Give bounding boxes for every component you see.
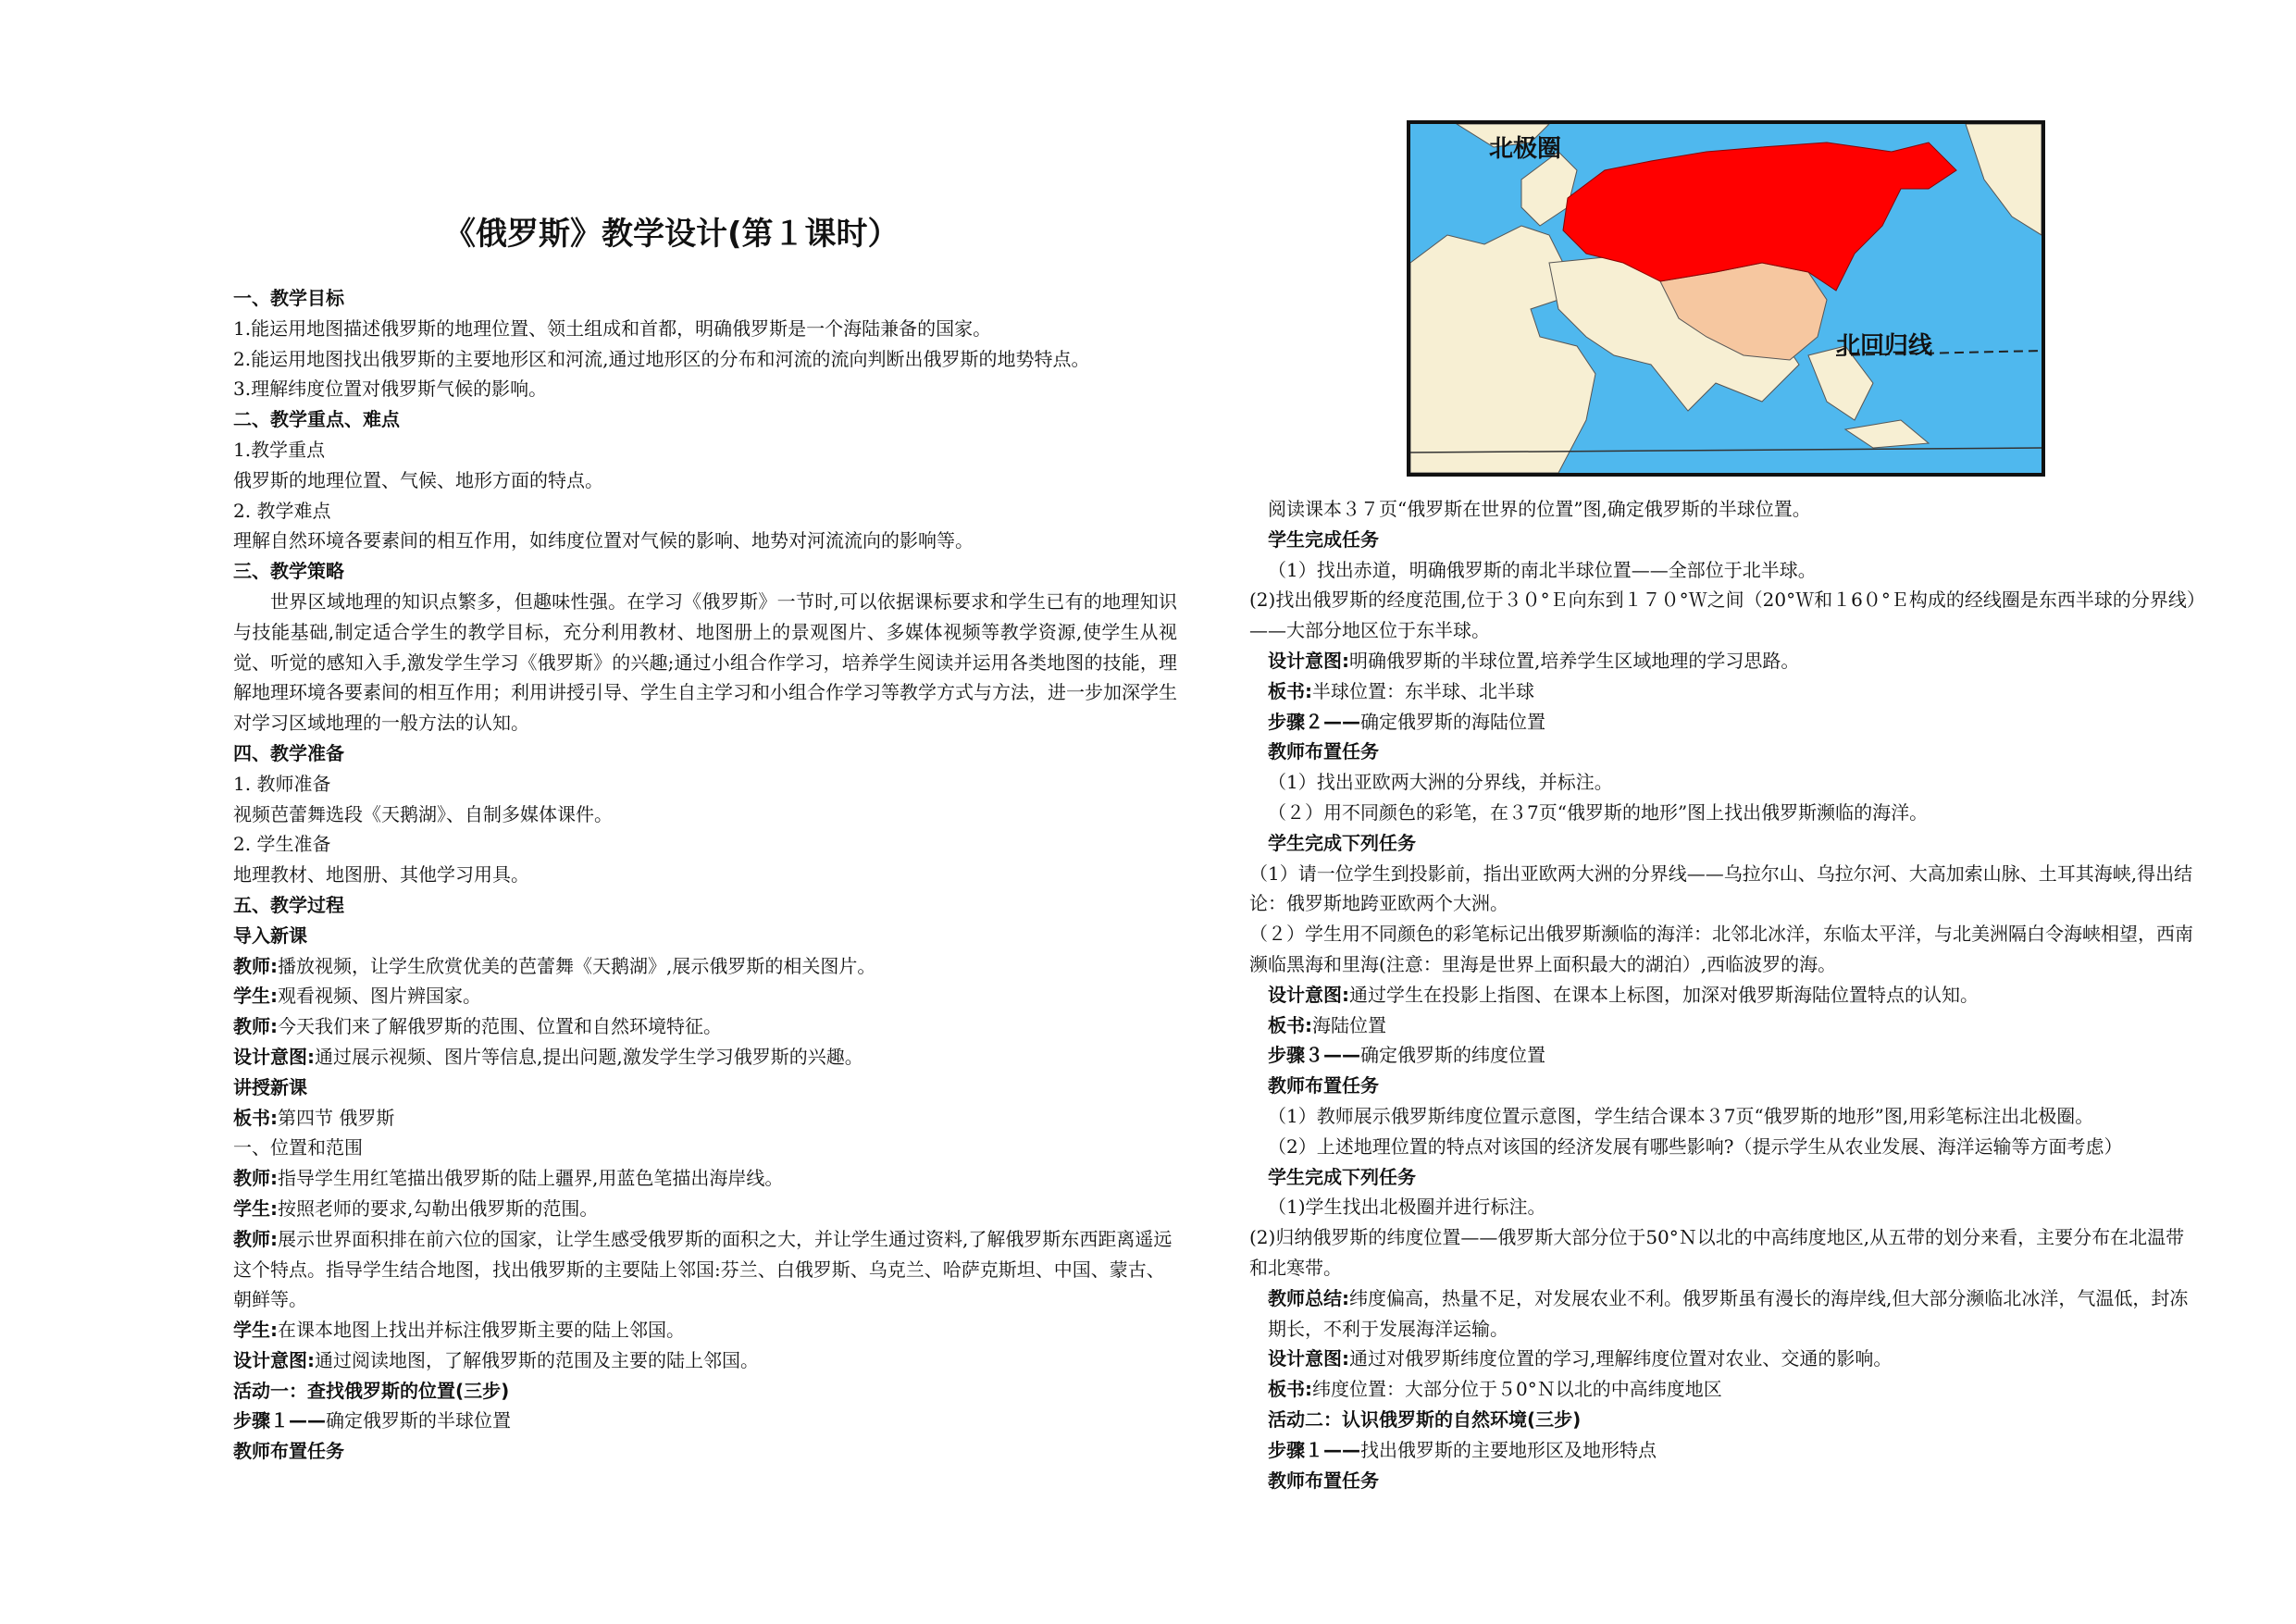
- text-line: [233, 1315, 1177, 1345]
- text-line: [233, 1406, 1177, 1436]
- body-text: 1.能运用地图描述俄罗斯的地理位置、领土组成和首都，明确俄罗斯是一个海陆兼备的国家。: [233, 316, 992, 340]
- body-text: 通过阅读地图，了解俄罗斯的范围及主要的陆上邻国。: [315, 1348, 759, 1371]
- section-heading: [1249, 1405, 2198, 1435]
- heading-text: 讲授新课: [233, 1075, 307, 1098]
- russia-world-position-map: [1407, 120, 2045, 477]
- label-text: 学生:: [233, 1196, 278, 1220]
- label-text: 设计意图:: [233, 1045, 315, 1068]
- text-line: [1249, 494, 2198, 525]
- heading-text: 教师布置任务: [1268, 1469, 1379, 1492]
- body-text: （1)学生找出北极圈并进行标注。: [1268, 1196, 1546, 1219]
- body-text: 1.教学重点: [233, 438, 326, 461]
- body-text: 一、位置和范围: [233, 1136, 363, 1159]
- text-line: [233, 981, 1177, 1011]
- tropic-label: 北回归线: [1836, 332, 1933, 360]
- text-line: [233, 1103, 1177, 1134]
- label-text: 设计意图:: [1268, 983, 1349, 1006]
- heading-text: 教师布置任务: [1268, 1074, 1379, 1097]
- body-text: （1）找出赤道，明确俄罗斯的南北半球位置——全部位于北半球。: [1268, 558, 1817, 581]
- right-column: [1249, 494, 2198, 1495]
- body-text: 指导学生用红笔描出俄罗斯的陆上疆界,用蓝色笔描出海岸线。: [278, 1167, 784, 1190]
- text-line: [1249, 798, 2198, 828]
- body-text: 3.理解纬度位置对俄罗斯气候的影响。: [233, 378, 548, 401]
- heading-text: 活动一：查找俄罗斯的位置(三步): [233, 1379, 510, 1402]
- text-line: [233, 800, 1177, 830]
- heading-text: 五、教学过程: [233, 893, 344, 916]
- section-heading: [233, 1072, 1177, 1103]
- map-graphic: [1410, 124, 2042, 473]
- body-text: （２）学生用不同颜色的彩笔标记出俄罗斯濒临的海洋：北邻北冰洋，东临太平洋，与北美洲隔白令海峡相望，西南濒临黑海和里海(注意：里海是世界上面积最大的湖泊）,西临波罗的海。: [1249, 923, 2193, 975]
- heading-text: 活动二：认识俄罗斯的自然环境(三步): [1268, 1407, 1582, 1431]
- text-line: [1249, 1192, 2198, 1222]
- body-text: 海陆位置: [1312, 1013, 1386, 1036]
- label-text: 设计意图:: [233, 1348, 315, 1371]
- body-text: 通过对俄罗斯纬度位置的学习,理解纬度位置对农业、交通的影响。: [1349, 1347, 1893, 1370]
- label-text: 板书:: [1268, 679, 1312, 702]
- heading-text: 四、教学准备: [233, 741, 344, 764]
- text-line: [233, 769, 1177, 800]
- heading-text: 教师布置任务: [233, 1440, 344, 1463]
- body-text: 确定俄罗斯的纬度位置: [1360, 1044, 1545, 1067]
- text-line: [1249, 980, 2198, 1010]
- text-line: [233, 465, 1177, 496]
- body-text: 明确俄罗斯的半球位置,培养学生区域地理的学习思路。: [1349, 649, 1800, 672]
- section-heading: [233, 921, 1177, 951]
- body-text: 确定俄罗斯的半球位置: [326, 1409, 511, 1432]
- body-text: 纬度偏高，热量不足，对发展农业不利。俄罗斯虽有漫长的海岸线,但大部分濒临北冰洋，气温低，封冻期长，不利于发展海洋运输。: [1268, 1286, 2189, 1340]
- text-line: [233, 951, 1177, 982]
- heading-text: 学生完成任务: [1268, 527, 1379, 551]
- text-line: [1249, 555, 2198, 586]
- heading-text: 教师布置任务: [1268, 740, 1379, 763]
- body-text: 半球位置：东半球、北半球: [1312, 679, 1534, 702]
- section-heading: [1249, 1162, 2198, 1193]
- label-text: 教师:: [233, 1015, 278, 1038]
- body-text: 纬度位置：大部分位于５0°Ｎ以北的中高纬度地区: [1312, 1378, 1722, 1401]
- section-heading: [1249, 737, 2198, 767]
- text-line: [1249, 585, 2198, 646]
- text-line: [1249, 1101, 2198, 1132]
- body-text: 地理教材、地图册、其他学习用具。: [233, 863, 529, 886]
- heading-text: 导入新课: [233, 924, 307, 947]
- section-heading: [233, 1376, 1177, 1407]
- section-heading: [1249, 1071, 2198, 1101]
- text-line: [233, 374, 1177, 404]
- section-heading: [1249, 525, 2198, 555]
- text-line: [233, 344, 1177, 375]
- label-text: 设计意图:: [1268, 1347, 1349, 1370]
- body-text: 在课本地图上找出并标注俄罗斯主要的陆上邻国。: [278, 1319, 685, 1342]
- body-text: (2)找出俄罗斯的经度范围,位于３０°Ｅ向东到１７０°Ｗ之间（20°Ｗ和１6０°Ｅ构成的经线圈是东西半球的分界线）——大部分地区位于东半球。: [1249, 589, 2196, 642]
- body-text: 2. 学生准备: [233, 833, 331, 856]
- body-text: 今天我们来了解俄罗斯的范围、位置和自然环境特征。: [278, 1015, 722, 1038]
- text-line: [1249, 1374, 2198, 1405]
- heading-text: 三、教学策略: [233, 560, 344, 583]
- heading-text: 步骤２——: [1268, 710, 1360, 733]
- body-text: （1）请一位学生到投影前，指出亚欧两大洲的分界线——乌拉尔山、乌拉尔河、大高加索山脉、土耳其海峡,得出结论：俄罗斯地跨亚欧两个大洲。: [1249, 862, 2193, 915]
- section-heading: [233, 283, 1177, 314]
- arctic-circle-label: 北极圈: [1489, 135, 1562, 163]
- section-heading: [233, 1436, 1177, 1467]
- label-text: 板书:: [1268, 1013, 1312, 1036]
- section-heading: [1249, 828, 2198, 859]
- label-text: 教师:: [233, 954, 278, 977]
- text-line: [233, 1345, 1177, 1376]
- body-text: 俄罗斯的地理位置、气候、地形方面的特点。: [233, 468, 603, 491]
- text-line: [1249, 1040, 2198, 1071]
- text-line: [1249, 1222, 2198, 1283]
- text-line: [233, 1133, 1177, 1163]
- body-text: 通过学生在投影上指图、在课本上标图，加深对俄罗斯海陆位置特点的认知。: [1349, 983, 1979, 1006]
- body-text: 2. 教学难点: [233, 499, 331, 522]
- label-text: 教师总结:: [1268, 1286, 1349, 1309]
- text-line: [1249, 1010, 2198, 1041]
- label-text: 板书:: [1268, 1378, 1312, 1401]
- label-text: 学生:: [233, 1319, 278, 1342]
- section-heading: [233, 890, 1177, 921]
- text-line: [233, 314, 1177, 344]
- body-text: 理解自然环境各要素间的相互作用，如纬度位置对气候的影响、地势对河流流向的影响等。: [233, 529, 974, 552]
- section-heading: [1249, 1466, 2198, 1496]
- text-line: [1249, 767, 2198, 798]
- body-text: 阅读课本３７页“俄罗斯在世界的位置”图,确定俄罗斯的半球位置。: [1268, 498, 1811, 520]
- text-line: [1249, 1344, 2198, 1374]
- body-text: （1）教师展示俄罗斯纬度位置示意图，学生结合课本３7页“俄罗斯的地形”图,用彩笔标注出北极圈。: [1268, 1104, 2094, 1127]
- heading-text: 步骤３——: [1268, 1044, 1360, 1067]
- heading-text: 步骤１——: [233, 1409, 326, 1432]
- body-text: 找出俄罗斯的主要地形区及地形特点: [1360, 1438, 1657, 1461]
- text-line: [233, 496, 1177, 527]
- heading-text: 学生完成下列任务: [1268, 831, 1416, 854]
- text-line: [1249, 1435, 2198, 1466]
- text-line: [233, 1011, 1177, 1042]
- body-text: 视频芭蕾舞选段《天鹅湖》、自制多媒体课件。: [233, 802, 613, 825]
- body-text: 播放视频，让学生欣赏优美的芭蕾舞《天鹅湖》,展示俄罗斯的相关图片。: [278, 954, 876, 977]
- text-line: [233, 1042, 1177, 1072]
- body-text: 确定俄罗斯的海陆位置: [1360, 710, 1545, 733]
- text-line: [1249, 919, 2198, 980]
- text-line: [233, 1224, 1177, 1315]
- body-text: （２）用不同颜色的彩笔，在３7页“俄罗斯的地形”图上找出俄罗斯濒临的海洋。: [1268, 800, 1929, 824]
- text-line: [233, 1194, 1177, 1224]
- body-text: 按照老师的要求,勾勒出俄罗斯的范围。: [278, 1196, 599, 1220]
- heading-text: 一、教学目标: [233, 287, 344, 309]
- text-line: [233, 526, 1177, 556]
- text-line: [233, 1163, 1177, 1194]
- section-heading: [233, 404, 1177, 435]
- paragraph-text: 世界区域地理的知识点繁多，但趣味性强。在学习《俄罗斯》一节时,可以依据课标要求和学生已有的地理知识与技能基础,制定适合学生的教学目标，充分利用教材、地图册上的景观图片、多媒体视频等教学资源,使学生从视觉、听觉的感知入手,激发学生学习《俄罗斯》的兴趣;通过小组合作学习，培养学生阅读并运用各类地图的技能，理解地理环境各要素间的相互作用；利用讲授引导、学生自主学习和小组合作学习等教学方式与方法，进一步加深学生对学习区域地理的一般方法的认知。: [233, 589, 1177, 735]
- body-text: 观看视频、图片辨国家。: [278, 985, 481, 1008]
- body-text: (2)归纳俄罗斯的纬度位置——俄罗斯大部分位于50°Ｎ以北的中高纬度地区,从五带的划分来看，主要分布在北温带和北寒带。: [1249, 1226, 2185, 1279]
- section-heading: [233, 556, 1177, 587]
- label-text: 学生:: [233, 985, 278, 1008]
- label-text: 教师:: [233, 1167, 278, 1190]
- label-text: 教师:: [233, 1227, 278, 1250]
- paragraph: [233, 587, 1177, 738]
- left-column: [233, 283, 1177, 1467]
- body-text: （2）上述地理位置的特点对该国的经济发展有哪些影响?（提示学生从农业发展、海洋运输等方面考虑）: [1268, 1134, 2123, 1158]
- text-line: [1249, 676, 2198, 707]
- text-line: [1249, 1283, 2198, 1345]
- text-line: [1249, 1132, 2198, 1162]
- label-text: 设计意图:: [1268, 649, 1349, 672]
- body-text: 通过展示视频、图片等信息,提出问题,激发学生学习俄罗斯的兴趣。: [315, 1045, 863, 1068]
- body-text: 展示世界面积排在前六位的国家，让学生感受俄罗斯的面积之大，并让学生通过资料,了解俄罗斯东西距离遥远这个特点。指导学生结合地图，找出俄罗斯的主要陆上邻国:芬兰、白俄罗斯、乌克兰、哈萨克斯坦、中国、蒙古、朝鲜等。: [233, 1227, 1173, 1311]
- text-line: [233, 829, 1177, 860]
- heading-text: 二、教学重点、难点: [233, 408, 400, 431]
- label-text: 板书:: [233, 1106, 278, 1129]
- heading-text: 学生完成下列任务: [1268, 1165, 1416, 1188]
- text-line: [233, 860, 1177, 890]
- text-line: [1249, 859, 2198, 920]
- body-text: 第四节 俄罗斯: [278, 1106, 395, 1129]
- text-line: [233, 435, 1177, 465]
- text-line: [1249, 646, 2198, 676]
- text-line: [1249, 707, 2198, 738]
- body-text: 1. 教师准备: [233, 772, 331, 795]
- body-text: （1）找出亚欧两大洲的分界线，并标注。: [1268, 771, 1613, 794]
- heading-text: 步骤１——: [1268, 1438, 1360, 1461]
- section-heading: [233, 738, 1177, 769]
- body-text: 2.能运用地图找出俄罗斯的主要地形区和河流,通过地形区的分布和河流的流向判断出俄罗斯的地势特点。: [233, 347, 1090, 370]
